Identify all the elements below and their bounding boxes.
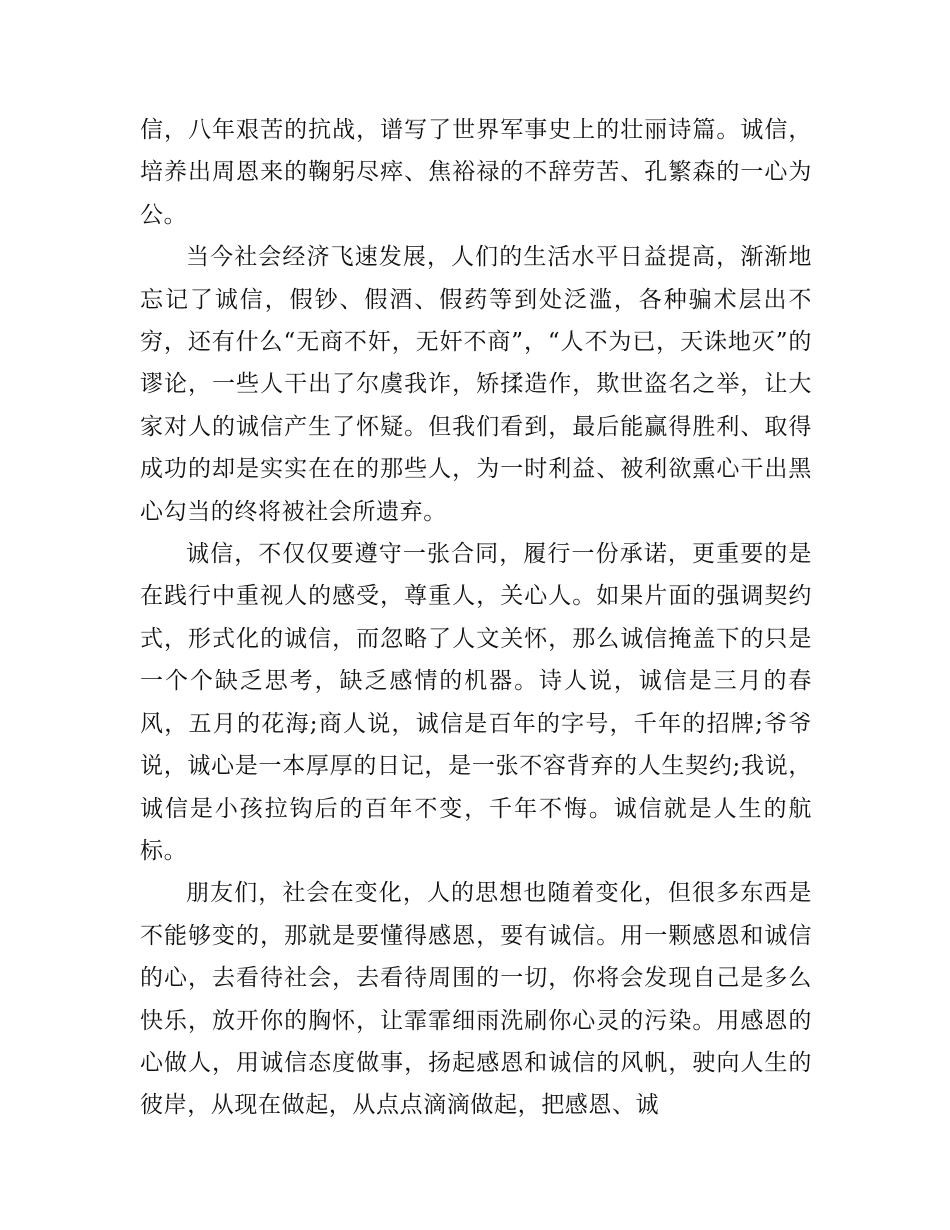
paragraph-3: 诚信，不仅仅要遵守一张合同，履行一份承诺，更重要的是在践行中重视人的感受，尊重人，关心人。如果片面的强调契约式，形式化的诚信，而忽略了人文关怀，那么诚信掩盖下的只是一个个缺乏思考，缺乏感情的机器。诗人说，诚信是三月的春风，五月的花海;商人说，诚信是百年的字号，千年的招牌;爷爷说，诚心是一本厚厚的日记，是一张不容背弃的人生契约;我说，诚信是小孩拉钩后的百年不变，千年不悔。诚信就是人生的航标。: [140, 541, 812, 864]
paragraph-2: 当今社会经济飞速发展，人们的生活水平日益提高，渐渐地忘记了诚信，假钞、假酒、假药等到处泛滥，各种骗术层出不穷，还有什么“无商不奸，无奸不商”，“人不为已，天诛地灭”的谬论，一些人干出了尔虞我诈，矫揉造作，欺世盗名之举，让大家对人的诚信产生了怀疑。但我们看到，最后能赢得胜利、取得成功的却是实实在在的那些人，为一时利益、被利欲熏心干出黑心勾当的终将被社会所遗弃。: [140, 244, 812, 525]
document-body: [140, 109, 812, 1127]
paragraph-4: 朋友们，社会在变化，人的思想也随着变化，但很多东西是不能够变的，那就是要懂得感恩，要有诚信。用一颗感恩和诚信的心，去看待社会，去看待周围的一切，你将会发现自己是多么快乐，放开你的胸怀，让霏霏细雨洗刷你心灵的污染。用感恩的心做人，用诚信态度做事，扬起感恩和诚信的风帆，驶向人生的彼岸，从现在做起，从点点滴滴做起，把感恩、诚: [140, 880, 812, 1119]
paragraph-1: 信，八年艰苦的抗战，谱写了世界军事史上的壮丽诗篇。诚信，培养出周恩来的鞠躬尽瘁、焦裕禄的不辞劳苦、孔繁森的一心为公。: [140, 117, 812, 228]
